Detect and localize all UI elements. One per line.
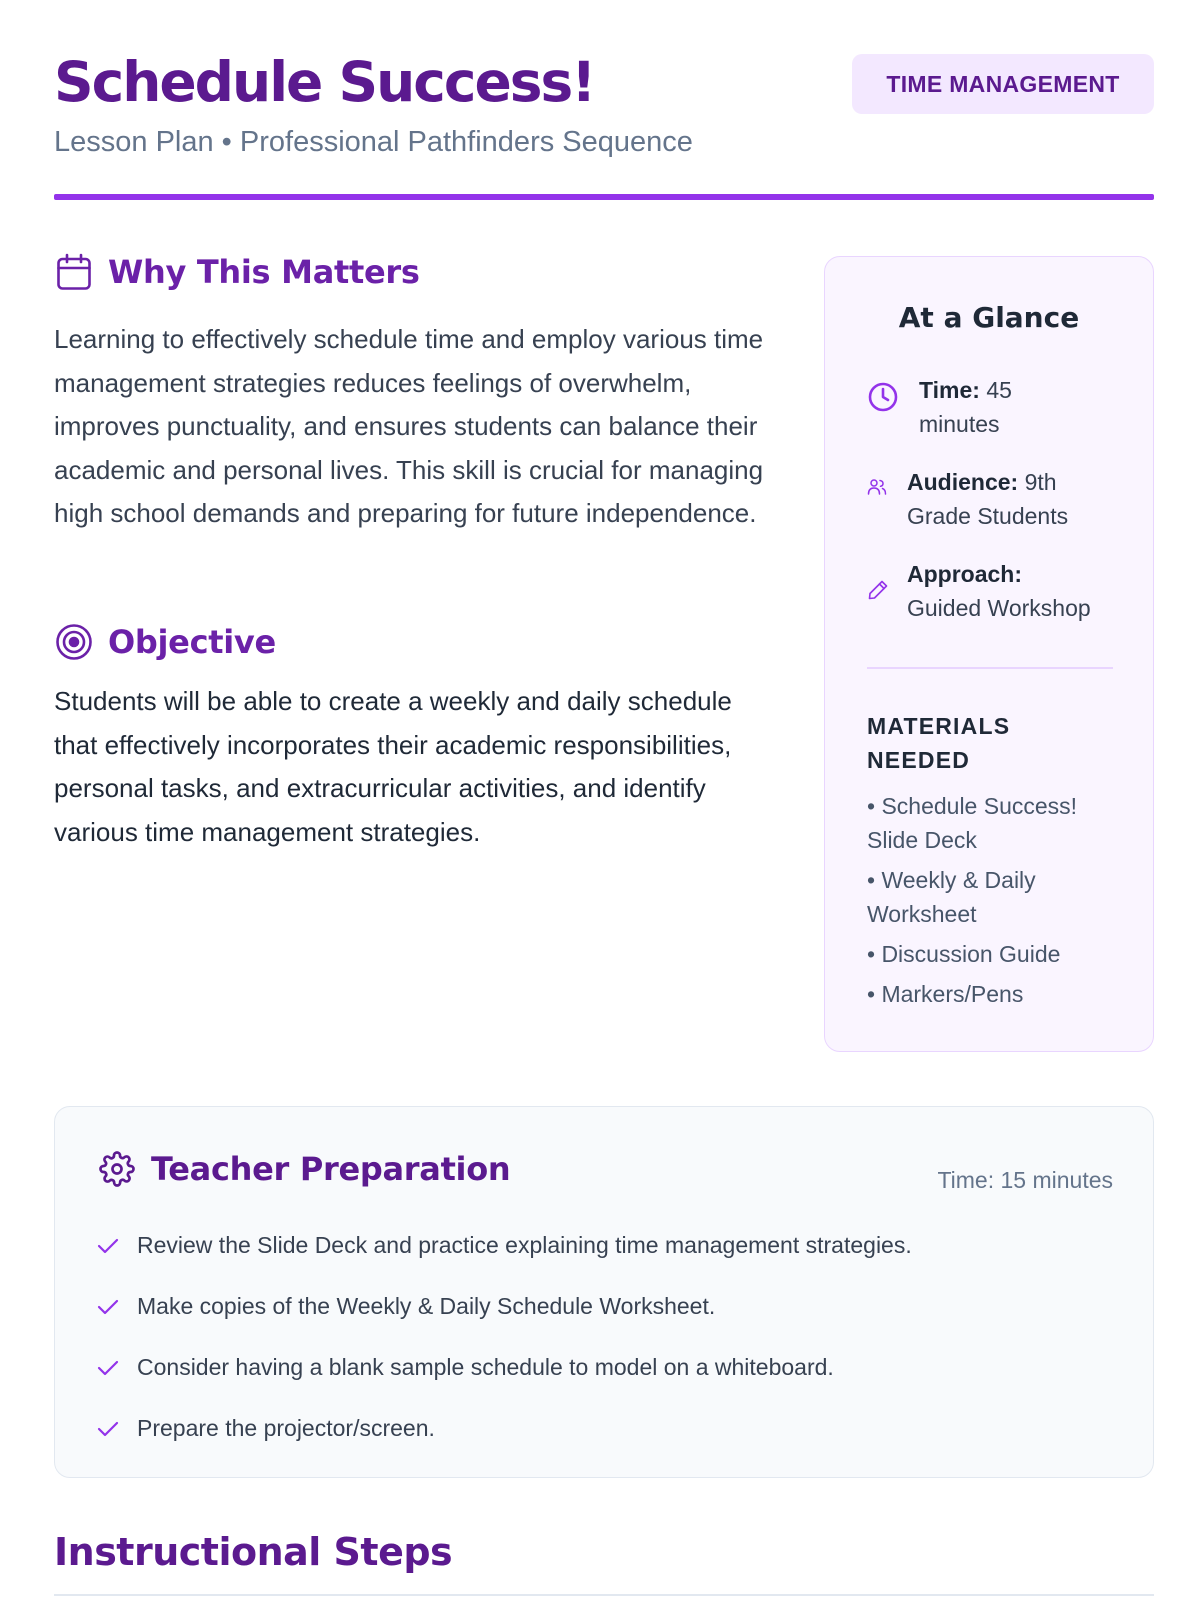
objective-heading: [54, 622, 276, 662]
teacher-preparation-card: [54, 1106, 1154, 1478]
at-a-glance-card: [824, 256, 1154, 1052]
glance-divider: [867, 667, 1113, 669]
prep-item-text: Review the Slide Deck and practice explaining time management strategies.: [137, 1232, 912, 1258]
instructional-steps-divider: [54, 1594, 1154, 1596]
teacher-preparation-heading: [97, 1149, 510, 1189]
glance-item-approach: [867, 557, 1117, 625]
objective-text: Students will be able to create a weekly and daily schedule that effectively incorporates their academic responsibilities, personal tasks, and extracurricular activities, and identify various time management strategies.: [54, 686, 732, 847]
prep-checklist: [97, 1215, 1097, 1459]
glance-time-value: 45 minutes: [919, 377, 1012, 437]
prep-item: [97, 1215, 1097, 1276]
prep-item-text: Prepare the projector/screen.: [137, 1415, 435, 1441]
why-matters-heading: [54, 252, 420, 292]
materials-item: • Discussion Guide: [867, 941, 1061, 967]
check-icon: [97, 1421, 137, 1437]
prep-item-text: Consider having a blank sample schedule to model on a whiteboard.: [137, 1354, 834, 1380]
check-icon: [97, 1238, 137, 1254]
gear-icon: [97, 1149, 137, 1189]
calendar-icon: [54, 252, 94, 292]
users-icon: [867, 465, 907, 533]
glance-audience-value: 9th Grade Students: [907, 469, 1069, 529]
check-icon: [97, 1299, 137, 1315]
objective-title: Objective: [108, 623, 276, 661]
why-matters-title: Why This Matters: [108, 253, 420, 291]
glance-item-audience: [867, 465, 1117, 533]
materials-item: • Schedule Success! Slide Deck: [867, 793, 1078, 853]
header-divider: [54, 194, 1154, 200]
prep-item: [97, 1276, 1097, 1337]
instructional-steps-heading: Instructional Steps: [54, 1530, 453, 1574]
check-icon: [97, 1360, 137, 1376]
materials-item: • Markers/Pens: [867, 981, 1024, 1007]
why-matters-text: Learning to effectively schedule time and employ various time management strategies reduces feelings of overwhelm, improves punctuality, and ensures students can balance their academic and personal lives. This skill is crucial for managing high school demands and preparing for future independence.: [54, 324, 764, 528]
topic-tag: TIME MANAGEMENT: [852, 54, 1154, 114]
prep-item-text: Make copies of the Weekly & Daily Schedule Worksheet.: [137, 1293, 716, 1319]
pencil-icon: [867, 557, 907, 625]
clock-icon: [867, 373, 919, 441]
glance-time-label: Time:: [919, 377, 980, 403]
page-subtitle: Lesson Plan • Professional Pathfinders Sequence: [54, 126, 693, 158]
target-icon: [54, 622, 94, 662]
glance-title: At a Glance: [898, 301, 1080, 334]
glance-item-time: [867, 373, 1117, 441]
prep-time-label: Time: 15 minutes: [937, 1167, 1113, 1193]
glance-approach-value: Guided Workshop: [907, 595, 1091, 621]
materials-list: [867, 789, 1117, 1017]
page-title: Schedule Success!: [54, 50, 595, 114]
materials-heading: MATERIALS NEEDED: [867, 713, 1011, 773]
materials-item: • Weekly & Daily Worksheet: [867, 867, 1036, 927]
glance-audience-label: Audience:: [907, 469, 1019, 495]
prep-item: [97, 1398, 1097, 1459]
glance-approach-label: Approach:: [907, 561, 1022, 587]
prep-item: [97, 1337, 1097, 1398]
teacher-preparation-title: Teacher Preparation: [151, 1150, 511, 1188]
